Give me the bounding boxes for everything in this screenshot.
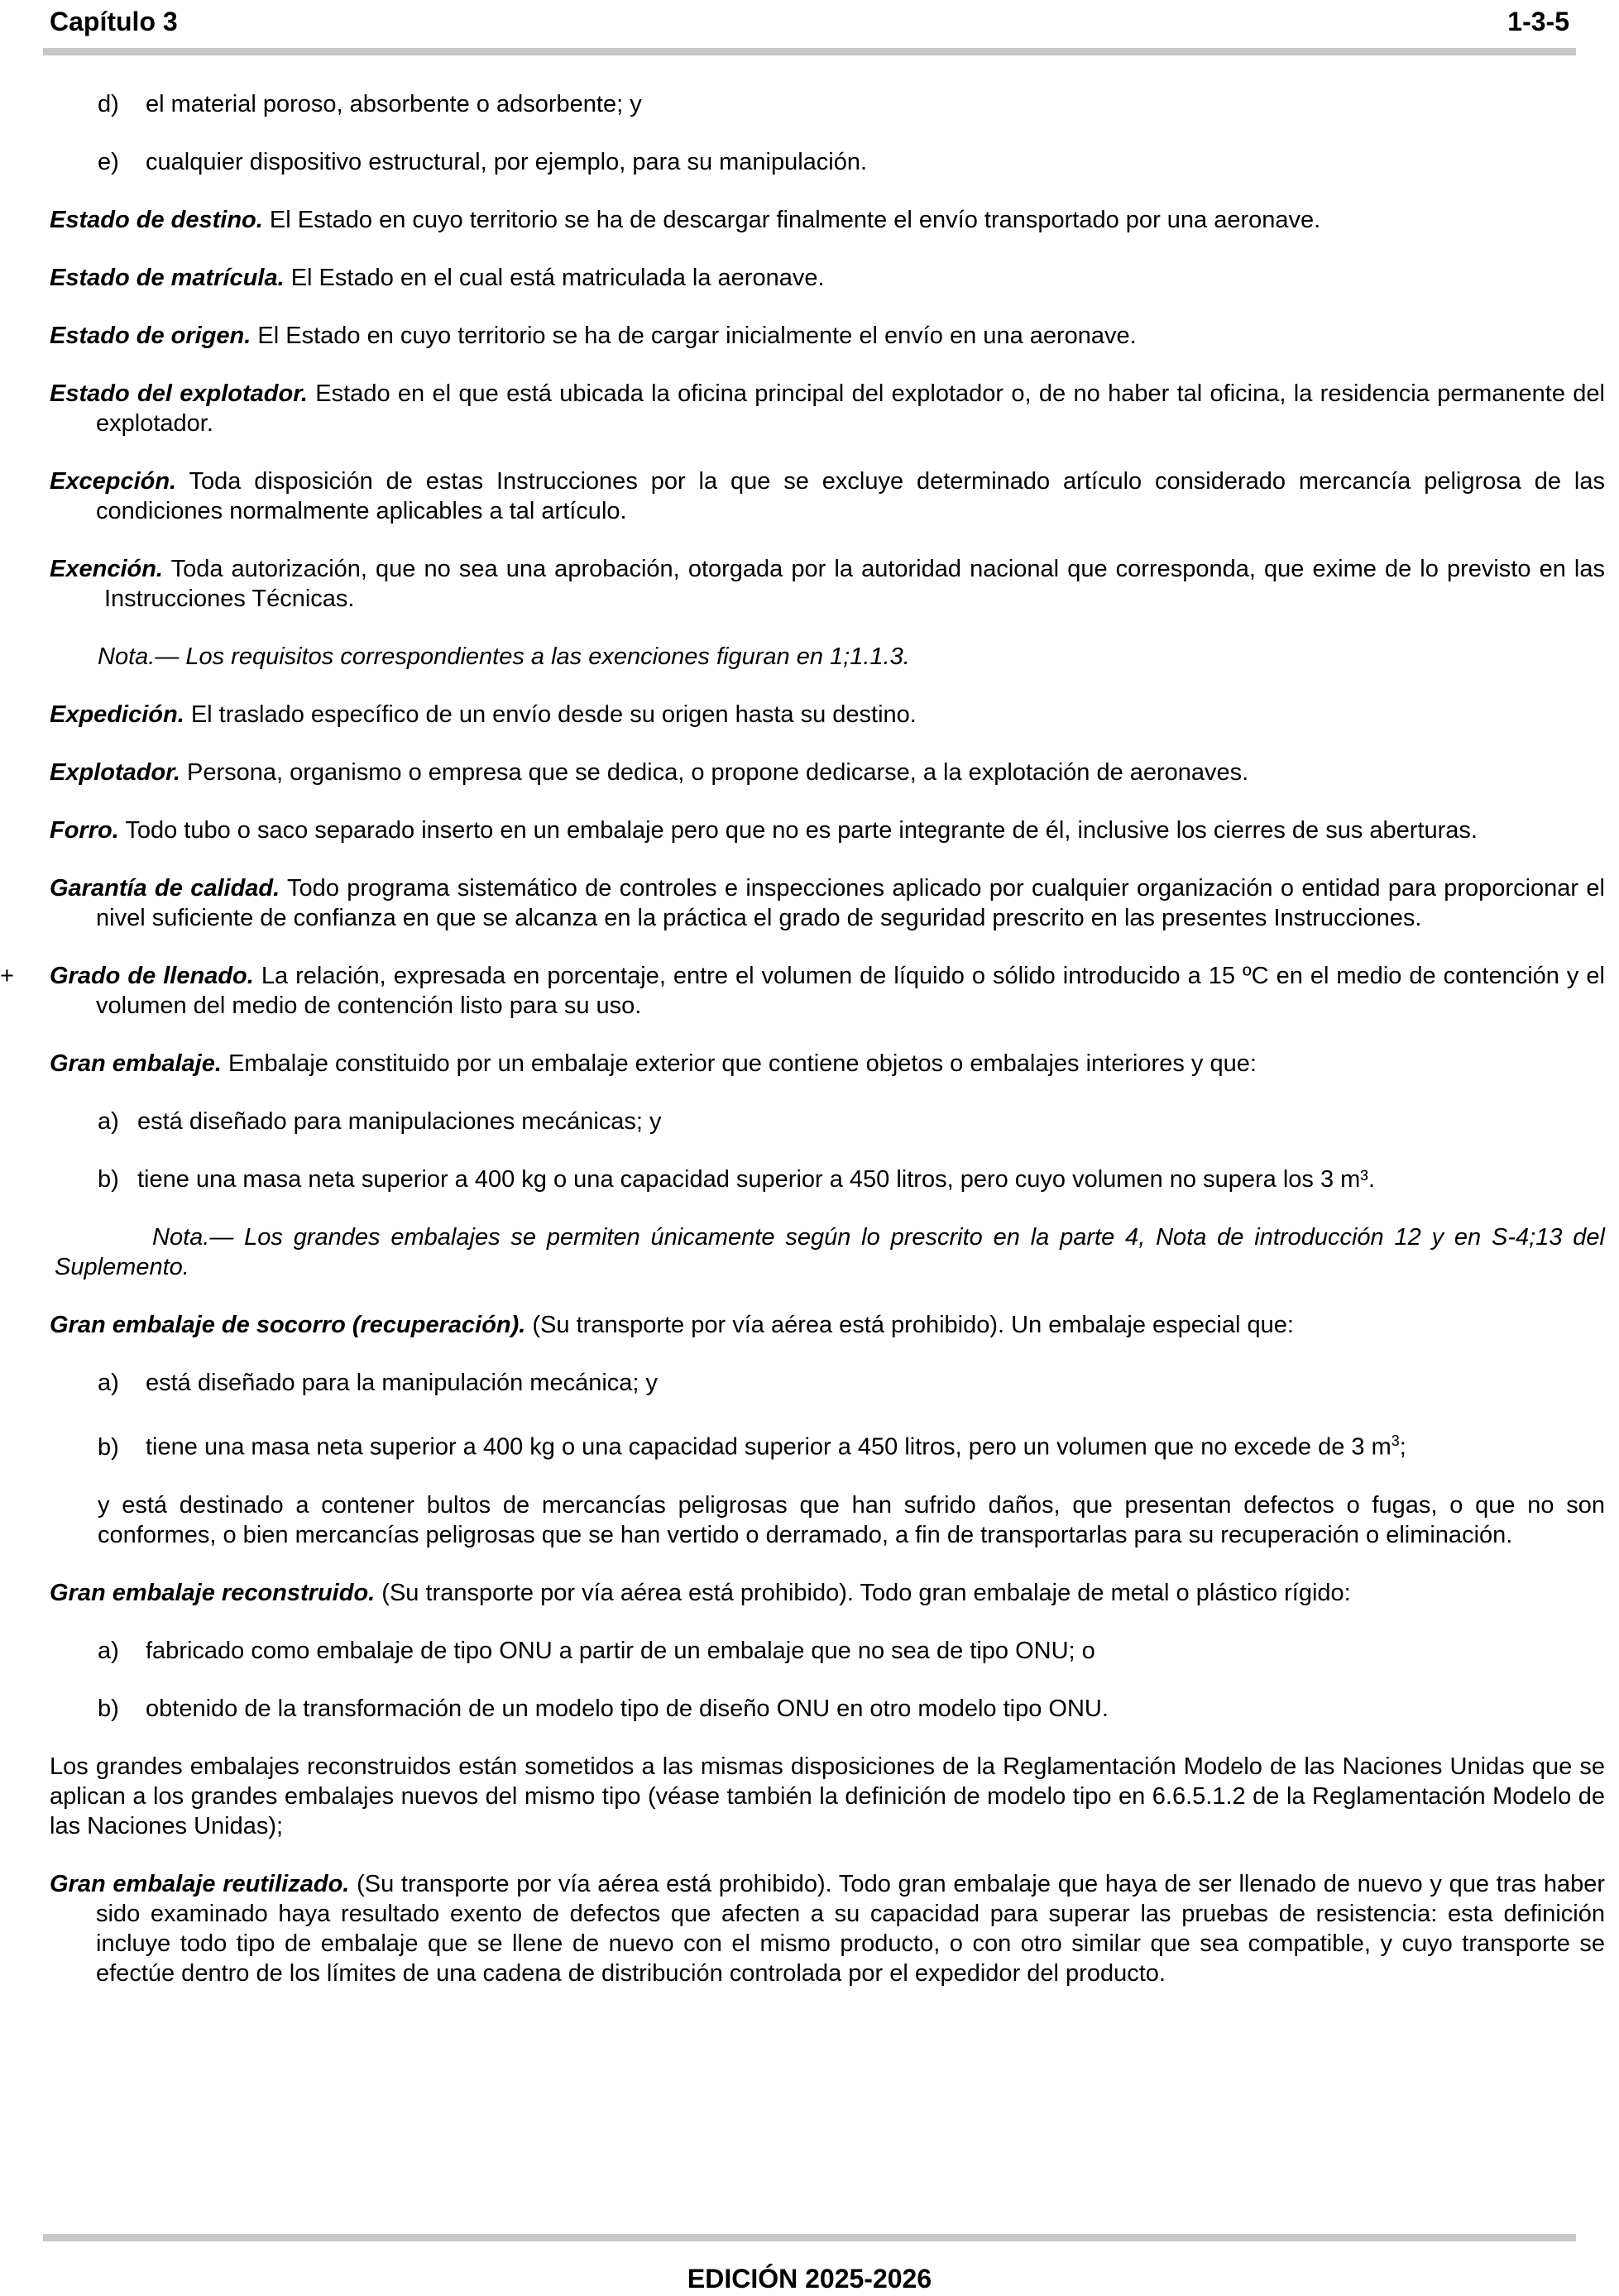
definition-estado-explotador: Estado del explotador. Estado en el que está ubicada la oficina principal del explotador o, de no haber tal oficina, la residencia permanente del explotador. bbox=[50, 380, 1605, 437]
list-item: d) el material poroso, absorbente o adsorbente; y bbox=[98, 91, 642, 117]
footer-rule bbox=[43, 2234, 1576, 2241]
definition-forro: Forro. Todo tubo o saco separado inserto en un embalaje pero que no es parte integrante de él, inclusive los cierres de sus aberturas. bbox=[50, 817, 1478, 844]
list-item: a) está diseñado para la manipulación mecánica; y bbox=[98, 1370, 659, 1396]
edition-footer: EDICIÓN 2025-2026 bbox=[687, 2264, 932, 2294]
document-body bbox=[0, 89, 1605, 1988]
page-header bbox=[50, 7, 1569, 40]
definition-gran-embalaje-reconstruido: Gran embalaje reconstruido. (Su transporte por vía aérea está prohibido). Todo gran embalaje de metal o plástico rígido: bbox=[50, 1579, 1351, 1606]
page-number: 1-3-5 bbox=[1507, 7, 1569, 36]
list-item: b) obtenido de la transformación de un modelo tipo de diseño ONU en otro modelo tipo ONU. bbox=[98, 1695, 1109, 1722]
list-item: b) tiene una masa neta superior a 400 kg o una capacidad superior a 450 litros, pero un volumen que no excede de 3 $m^3$; bbox=[98, 1433, 1406, 1461]
list-item: a) fabricado como embalaje de tipo ONU a partir de un embalaje que no sea de tipo ONU; o bbox=[98, 1637, 1095, 1664]
note-exenciones: Nota.— Los requisitos correspondientes a las exenciones figuran en 1;1.1.3. bbox=[98, 643, 910, 670]
list-item: a) está diseñado para manipulaciones mecánicas; y bbox=[98, 1108, 662, 1135]
definition-exencion: Exención. Toda autorización, que no sea una aprobación, otorgada por la autoridad nacional que corresponda, que exime de lo previsto en las Instrucciones Técnicas. bbox=[50, 556, 1605, 612]
change-mark: + bbox=[0, 963, 14, 989]
definition-estado-matricula: Estado de matrícula. El Estado en el cual está matriculada la aeronave. bbox=[50, 265, 825, 291]
list-item: e) cualquier dispositivo estructural, por ejemplo, para su manipulación. bbox=[98, 149, 868, 175]
definition-gran-embalaje-socorro: Gran embalaje de socorro (recuperación). (Su transporte por vía aérea está prohibido). Un embalaje especial que: bbox=[50, 1312, 1294, 1338]
definition-expedicion: Expedición. El traslado específico de un envío desde su origen hasta su destino. bbox=[50, 701, 917, 728]
definition-gran-embalaje: Gran embalaje. Embalaje constituido por un embalaje exterior que contiene objetos o embalajes interiores y que: bbox=[50, 1050, 1257, 1077]
note-grandes-embalajes: Nota.— Los grandes embalajes se permiten únicamente según lo prescrito en la parte 4, Nota de introducción 12 y en S-4;13 del Suplemento. bbox=[55, 1224, 1605, 1280]
definition-estado-destino: Estado de destino. El Estado en cuyo territorio se ha de descargar finalmente el envío transportado por una aeronave. bbox=[50, 207, 1321, 233]
definition-excepcion: Excepción. Toda disposición de estas Instrucciones por la que se excluye determinado artículo considerado mercancía peligrosa de las condiciones normalmente aplicables a tal artículo. bbox=[50, 468, 1605, 524]
chapter-title: Capítulo 3 bbox=[50, 7, 178, 36]
definition-garantia-calidad: Garantía de calidad. Todo programa sistemático de controles e inspecciones aplicado por cualquier organización o entidad para proporcionar el nivel suficiente de confianza en que se alcanza en la práctica el grado de seguridad prescrito en las presentes Instrucciones. bbox=[50, 875, 1605, 931]
list-item: b) tiene una masa neta superior a 400 kg o una capacidad superior a 450 litros, pero cuyo volumen no supera los 3 m³. bbox=[98, 1166, 1376, 1193]
reconstruido-continuation: Los grandes embalajes reconstruidos están sometidos a las mismas disposiciones de la Reglamentación Modelo de las Naciones Unidas que se aplican a los grandes embalajes nuevos del mismo tipo (véase también la definición de modelo tipo en 6.6.5.1.2 de la Reglamentación Modelo de las Naciones Unidas); bbox=[50, 1753, 1605, 1839]
definition-explotador: Explotador. Persona, organismo o empresa que se dedica, o propone dedicarse, a la explotación de aeronaves. bbox=[50, 759, 1249, 786]
definition-gran-embalaje-reutilizado: Gran embalaje reutilizado. (Su transporte por vía aérea está prohibido). Todo gran embalaje que haya de ser llenado de nuevo y que tras haber sido examinado haya resultado exento de defectos que afecten a su capacidad para superar las pruebas de resistencia: esta definición incluye todo tipo de embalaje que se llene de nuevo con el mismo producto, o con otro similar que sea compatible, y cuyo transporte se efectúe dentro de los límites de una cadena de distribución controlada por el expedidor del producto. bbox=[50, 1870, 1605, 1987]
definition-estado-origen: Estado de origen. El Estado en cuyo territorio se ha de cargar inicialmente el envío en una aeronave. bbox=[50, 323, 1137, 349]
header-rule bbox=[43, 48, 1576, 55]
socorro-continuation: y está destinado a contener bultos de mercancías peligrosas que han sufrido daños, que presentan defectos o fugas, o que no son conformes, o bien mercancías peligrosas que se han vertido o derramado, a fin de transportarlas para su recuperación o eliminación. bbox=[98, 1491, 1605, 1548]
definition-grado-llenado: + Grado de llenado. La relación, expresada en porcentaje, entre el volumen de líquido o sólido introducido a 15 ºC en el medio de contención y el volumen del medio de contención listo para su uso. bbox=[0, 963, 1605, 1019]
